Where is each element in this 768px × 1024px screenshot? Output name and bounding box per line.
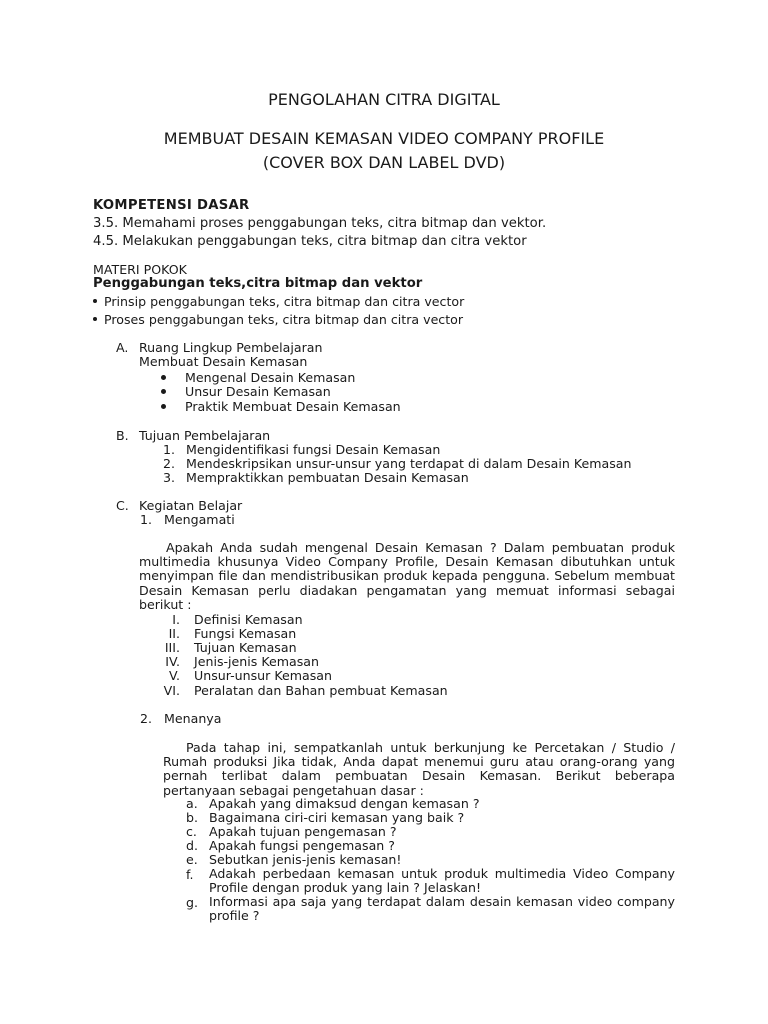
- question-num: g.: [186, 895, 198, 910]
- roman-num: IV.: [165, 654, 180, 669]
- question-num: e.: [186, 852, 198, 867]
- question-text: Sebutkan jenis-jenis kemasan!: [209, 852, 402, 867]
- roman-text: Peralatan dan Bahan pembuat Kemasan: [194, 683, 448, 698]
- roman-text: Unsur-unsur Kemasan: [194, 668, 332, 683]
- kompetensi-heading: KOMPETENSI DASAR: [93, 198, 250, 213]
- materi-bullet: Prinsip penggabungan teks, citra bitmap dan citra vector: [104, 294, 465, 309]
- roman-list-item: [140, 640, 297, 655]
- step2-title: Menanya: [164, 711, 222, 726]
- section-c-title: Kegiatan Belajar: [139, 498, 243, 513]
- kompetensi-item: 3.5. Memahami proses penggabungan teks, citra bitmap dan vektor.: [93, 216, 547, 231]
- subject-title: PENGOLAHAN CITRA DIGITAL: [268, 90, 500, 109]
- bullet-dot: [93, 317, 97, 321]
- roman-list-item: [140, 626, 296, 641]
- step2-paragraph: Pada tahap ini, sempatkanlah untuk berkunjung ke Percetakan / Studio / Rumah produksi Jika tidak, Anda dapat menemui guru atau orang-orang yang pernah terlibat dalam pembuatan Desain Kemasan. Berikut beberapa pertanyaan sebagai pengetahuan dasar :: [163, 740, 675, 798]
- question-text: Apakah yang dimaksud dengan kemasan ?: [209, 796, 480, 811]
- roman-text: Jenis-jenis Kemasan: [194, 654, 319, 669]
- roman-num: I.: [172, 612, 180, 627]
- step1-title: Mengamati: [164, 512, 235, 527]
- roman-list-item: [140, 683, 448, 698]
- section-b-num: 2.: [163, 456, 176, 471]
- section-b-marker: B.: [116, 428, 129, 443]
- materi-heading: MATERI POKOK: [93, 262, 187, 277]
- bullet-dot: [161, 375, 166, 380]
- section-a-marker: A.: [116, 340, 129, 355]
- section-a-title: Ruang Lingkup Pembelajaran: [139, 340, 323, 355]
- roman-list-item: [140, 668, 332, 683]
- section-b-item: Mengidentifikasi fungsi Desain Kemasan: [186, 442, 441, 457]
- step1-num: 1.: [140, 512, 153, 527]
- roman-text: Fungsi Kemasan: [194, 626, 297, 641]
- section-b-title: Tujuan Pembelajaran: [139, 428, 271, 443]
- bullet-dot: [93, 299, 97, 303]
- roman-list-item: [140, 612, 303, 627]
- question-text: Apakah tujuan pengemasan ?: [209, 824, 397, 839]
- question-num: c.: [186, 824, 197, 839]
- roman-text: Tujuan Kemasan: [194, 640, 297, 655]
- roman-num: V.: [169, 668, 180, 683]
- step2-num: 2.: [140, 711, 153, 726]
- roman-text: Definisi Kemasan: [194, 612, 303, 627]
- section-c-marker: C.: [116, 498, 129, 513]
- roman-num: VI.: [163, 683, 180, 698]
- section-b-item: Mempraktikkan pembuatan Desain Kemasan: [186, 470, 469, 485]
- question-text: Informasi apa saja yang terdapat dalam desain kemasan video company profile ?: [209, 894, 675, 924]
- roman-list-item: [140, 654, 319, 669]
- question-text: Adakah perbedaan kemasan untuk produk multimedia Video Company Profile dengan produk yang lain ? Jelaskan!: [209, 866, 675, 896]
- section-a-bullet: Unsur Desain Kemasan: [185, 384, 331, 399]
- roman-num: III.: [164, 640, 180, 655]
- question-num: b.: [186, 810, 198, 825]
- question-num: f.: [186, 867, 194, 882]
- materi-subheading: Penggabungan teks,citra bitmap dan vektor: [93, 276, 423, 291]
- kompetensi-item: 4.5. Melakukan penggabungan teks, citra bitmap dan citra vektor: [93, 234, 527, 249]
- question-num: d.: [186, 838, 198, 853]
- bullet-dot: [161, 389, 166, 394]
- materi-bullet: Proses penggabungan teks, citra bitmap dan citra vector: [104, 312, 464, 327]
- main-title-line1: MEMBUAT DESAIN KEMASAN VIDEO COMPANY PROFILE: [163, 129, 605, 148]
- section-a-bullet: Praktik Membuat Desain Kemasan: [185, 399, 401, 414]
- section-b-num: 3.: [163, 470, 176, 485]
- question-num: a.: [186, 796, 198, 811]
- roman-num: II.: [168, 626, 180, 641]
- section-a-subtitle: Membuat Desain Kemasan: [139, 354, 308, 369]
- section-a-bullet: Mengenal Desain Kemasan: [185, 370, 356, 385]
- section-b-item: Mendeskripsikan unsur-unsur yang terdapat di dalam Desain Kemasan: [186, 456, 632, 471]
- step1-paragraph: Apakah Anda sudah mengenal Desain Kemasan ? Dalam pembuatan produk multimedia khusunya Video Company Profile, Desain Kemasan dibutuhkan untuk menyimpan file dan mendistribusikan produk kepada pengguna. Sebelum membuat Desain Kemasan perlu diadakan pengamatan yang memuat informasi sebagai berikut :: [139, 540, 675, 612]
- main-title-line2: (COVER BOX DAN LABEL DVD): [262, 153, 506, 172]
- question-text: Bagaimana ciri-ciri kemasan yang baik ?: [209, 810, 465, 825]
- question-text: Apakah fungsi pengemasan ?: [209, 838, 395, 853]
- section-b-num: 1.: [163, 442, 176, 457]
- bullet-dot: [161, 404, 166, 409]
